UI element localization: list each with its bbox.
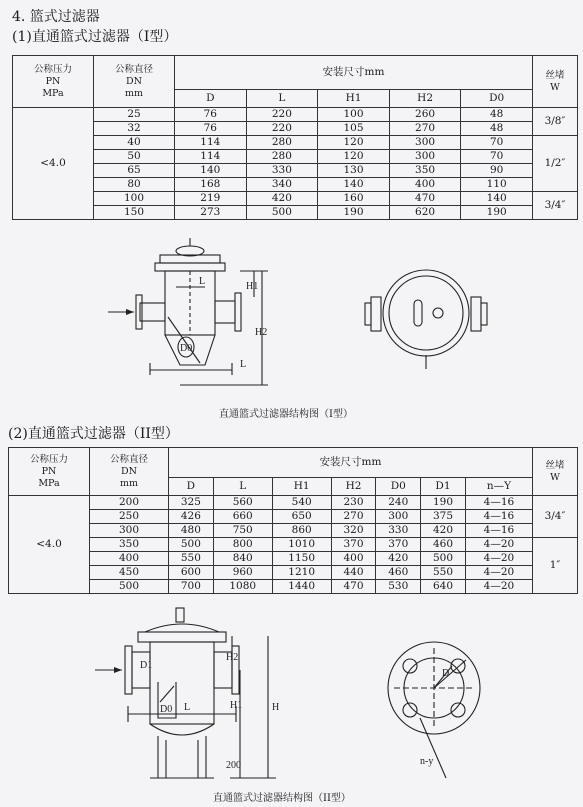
table-cell: 76: [175, 122, 247, 136]
table-cell: 150: [94, 206, 175, 220]
table-cell: 500: [90, 580, 169, 594]
table-cell: 114: [175, 136, 247, 150]
header-thread: 丝堵 W: [533, 448, 578, 496]
fig2-label-200: 200: [226, 760, 241, 771]
table-cell: 4—20: [465, 566, 532, 580]
figure1-caption: 直通篮式过滤器结构图（I型）: [219, 409, 353, 420]
header-diameter: 公称直径 DN mm: [94, 56, 175, 108]
table-row: [13, 108, 578, 122]
pressure-cell: <4.0: [9, 496, 90, 594]
table-cell: 470: [389, 192, 461, 206]
table-cell: 280: [246, 136, 318, 150]
table-cell: 4—16: [465, 510, 532, 524]
table-cell: 960: [213, 566, 272, 580]
table-cell: 76: [175, 108, 247, 122]
table-cell: 220: [246, 122, 318, 136]
fig2-label-H: H: [272, 702, 280, 713]
table-cell: 550: [169, 552, 214, 566]
table-cell: 460: [376, 566, 421, 580]
table-row: [9, 580, 578, 594]
table1-title: (1)直通篮式过滤器（I型）: [12, 29, 178, 45]
table-cell: 300: [389, 136, 461, 150]
fig2-label-L: L: [184, 702, 191, 713]
table-cell: 70: [461, 150, 533, 164]
table-cell: 400: [389, 178, 461, 192]
table-cell: 48: [461, 108, 533, 122]
table-row: [13, 122, 578, 136]
table-cell: 840: [213, 552, 272, 566]
table-cell: 330: [246, 164, 318, 178]
col-D0: D0: [461, 90, 533, 108]
fig1-label-L: L: [199, 276, 206, 287]
table-cell: 65: [94, 164, 175, 178]
header-diameter: 公称直径 DN mm: [90, 448, 169, 496]
table-cell: 80: [94, 178, 175, 192]
table-cell: 325: [169, 496, 214, 510]
table-cell: 500: [169, 538, 214, 552]
table-cell: 219: [175, 192, 247, 206]
table-cell: 110: [461, 178, 533, 192]
thread-cell: 3/4″: [533, 496, 578, 538]
table-row: [13, 206, 578, 220]
table-cell: 640: [421, 580, 466, 594]
table-cell: 660: [213, 510, 272, 524]
table-cell: 90: [461, 164, 533, 178]
section-title: 4. 篮式过滤器: [12, 9, 100, 25]
table-cell: 300: [90, 524, 169, 538]
col-D1: D1: [421, 478, 466, 496]
table-cell: 120: [318, 136, 390, 150]
table-cell: 540: [272, 496, 331, 510]
table-cell: 32: [94, 122, 175, 136]
header-pressure: 公称压力 PN MPa: [13, 56, 94, 108]
table-cell: 70: [461, 136, 533, 150]
table-row: [9, 538, 578, 552]
table-cell: 350: [90, 538, 169, 552]
table-row: [9, 496, 578, 510]
table-cell: 4—20: [465, 552, 532, 566]
table-cell: 440: [331, 566, 376, 580]
table-cell: 40: [94, 136, 175, 150]
table-cell: 230: [331, 496, 376, 510]
table-type-1: [12, 55, 578, 220]
table-row: [13, 178, 578, 192]
fig2-label-ny: n-y: [420, 756, 434, 767]
table-cell: 620: [389, 206, 461, 220]
table-row: [9, 524, 578, 538]
table-cell: 470: [331, 580, 376, 594]
table-cell: 1010: [272, 538, 331, 552]
table-cell: 190: [318, 206, 390, 220]
table-cell: 420: [246, 192, 318, 206]
table-cell: 860: [272, 524, 331, 538]
header-install: 安装尺寸mm: [169, 448, 533, 478]
table-row: [13, 192, 578, 206]
table-cell: 800: [213, 538, 272, 552]
table-cell: 140: [175, 164, 247, 178]
table-cell: 600: [169, 566, 214, 580]
table-cell: 450: [90, 566, 169, 580]
col-D: D: [175, 90, 247, 108]
table-cell: 750: [213, 524, 272, 538]
col-D: D: [169, 478, 214, 496]
fig1-label-L-bottom: L: [240, 359, 247, 370]
table-cell: 530: [376, 580, 421, 594]
table-cell: 168: [175, 178, 247, 192]
thread-cell: 3/4″: [533, 192, 578, 220]
fig2-label-H1: H1: [230, 700, 243, 711]
table-row: [13, 150, 578, 164]
col-L: L: [246, 90, 318, 108]
table-cell: 100: [318, 108, 390, 122]
table-cell: 1150: [272, 552, 331, 566]
table-cell: 420: [421, 524, 466, 538]
table-cell: 300: [389, 150, 461, 164]
fig1-label-H1: H1: [246, 281, 259, 292]
thread-cell: 3/8″: [533, 108, 578, 136]
fig2-label-D: D: [442, 668, 450, 679]
fig1-label-H2: H2: [255, 327, 268, 338]
fig2-label-D1: D1: [140, 660, 153, 671]
header-pressure: 公称压力 PN MPa: [9, 448, 90, 496]
table-cell: 250: [90, 510, 169, 524]
thread-cell: 1″: [533, 538, 578, 594]
table-cell: 240: [376, 496, 421, 510]
table-cell: 550: [421, 566, 466, 580]
table-cell: 114: [175, 150, 247, 164]
table-cell: 400: [331, 552, 376, 566]
table-cell: 350: [389, 164, 461, 178]
pressure-cell: <4.0: [13, 108, 94, 220]
table-cell: 560: [213, 496, 272, 510]
table2-title: (2)直通篮式过滤器（II型）: [8, 426, 179, 442]
table-cell: 270: [389, 122, 461, 136]
table-cell: 140: [461, 192, 533, 206]
table-cell: 375: [421, 510, 466, 524]
figure2-caption: 直通篮式过滤器结构图（II型）: [213, 793, 351, 804]
fig2-label-H2: H2: [226, 652, 239, 663]
table-cell: 220: [246, 108, 318, 122]
table-cell: 1440: [272, 580, 331, 594]
header-install: 安装尺寸mm: [175, 56, 533, 90]
table-cell: 370: [331, 538, 376, 552]
figure-type-2: [0, 606, 583, 791]
table-row: [9, 510, 578, 524]
table-cell: 120: [318, 150, 390, 164]
table-cell: 420: [376, 552, 421, 566]
table-cell: 460: [421, 538, 466, 552]
table-cell: 650: [272, 510, 331, 524]
col-H1: H1: [318, 90, 390, 108]
table-row: [13, 164, 578, 178]
table-type-2: [8, 447, 578, 594]
table-row: [9, 552, 578, 566]
table-cell: 280: [246, 150, 318, 164]
table-cell: 400: [90, 552, 169, 566]
col-H2: H2: [331, 478, 376, 496]
table-cell: 320: [331, 524, 376, 538]
table-cell: 140: [318, 178, 390, 192]
table-cell: 50: [94, 150, 175, 164]
col-D0: D0: [376, 478, 421, 496]
table-cell: 4—16: [465, 496, 532, 510]
table-cell: 190: [421, 496, 466, 510]
table-cell: 200: [90, 496, 169, 510]
table-cell: 480: [169, 524, 214, 538]
fig2-label-D0: D0: [160, 704, 173, 715]
table-cell: 130: [318, 164, 390, 178]
table-cell: 105: [318, 122, 390, 136]
table-cell: 1080: [213, 580, 272, 594]
table-cell: 340: [246, 178, 318, 192]
table-cell: 25: [94, 108, 175, 122]
table-row: [13, 136, 578, 150]
table-cell: 270: [331, 510, 376, 524]
table-cell: 500: [421, 552, 466, 566]
table-cell: 370: [376, 538, 421, 552]
header-thread: 丝堵 W: [533, 56, 578, 108]
table-cell: 700: [169, 580, 214, 594]
table-cell: 4—20: [465, 538, 532, 552]
table-cell: 48: [461, 122, 533, 136]
table-cell: 4—20: [465, 580, 532, 594]
table-cell: 160: [318, 192, 390, 206]
table-cell: 190: [461, 206, 533, 220]
table-cell: 1210: [272, 566, 331, 580]
table-cell: 300: [376, 510, 421, 524]
fig1-label-D0: D0: [180, 343, 193, 354]
col-nY: n—Y: [465, 478, 532, 496]
col-H1: H1: [272, 478, 331, 496]
table-cell: 260: [389, 108, 461, 122]
table-cell: 500: [246, 206, 318, 220]
table-cell: 100: [94, 192, 175, 206]
table-cell: 330: [376, 524, 421, 538]
table-row: [9, 566, 578, 580]
table-cell: 426: [169, 510, 214, 524]
table-cell: 273: [175, 206, 247, 220]
col-H2: H2: [389, 90, 461, 108]
thread-cell: 1/2″: [533, 136, 578, 192]
col-L: L: [213, 478, 272, 496]
table-cell: 4—16: [465, 524, 532, 538]
